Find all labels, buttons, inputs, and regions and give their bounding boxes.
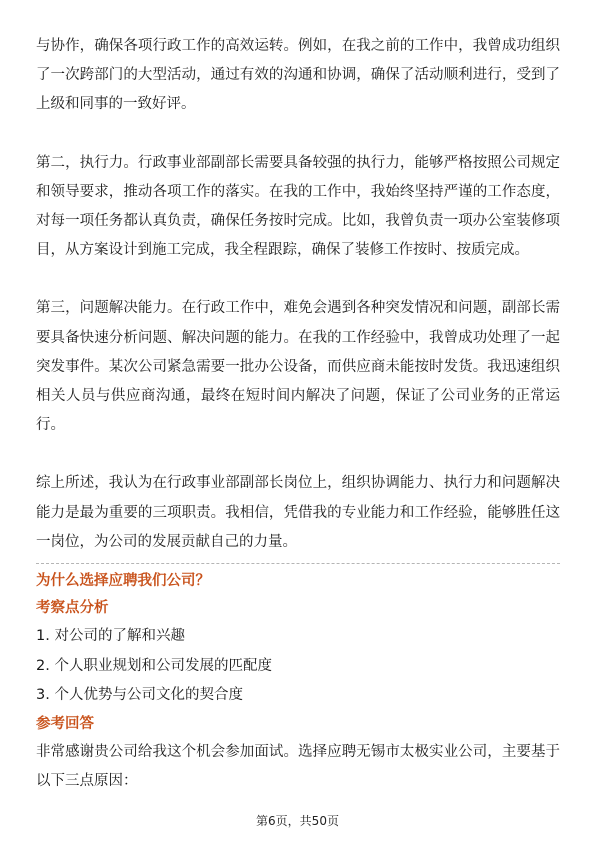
- paragraph-execution: 第二，执行力。行政事业部副部长需要具备较强的执行力，能够严格按照公司规定和领导要求，推动各项工作的落实。在我的工作中，我始终坚持严谨的工作态度，对每一项任务都认真负责，确保任务按时完成。比如，我曾负责一项办公室装修项目，从方案设计到施工完成，我全程跟踪，确保了装修工作按时、按质完成。: [36, 154, 560, 259]
- analysis-point: 2. 个人职业规划和公司发展的匹配度: [36, 657, 272, 674]
- answer-text: 非常感谢贵公司给我这个机会参加面试。选择应聘无锡市太极实业公司，主要基于以下三点原因：: [36, 743, 560, 789]
- page-content: [36, 32, 560, 796]
- paragraph-collaboration: 与协作，确保各项行政工作的高效运转。例如，在我之前的工作中，我曾成功组织了一次跨部门的大型活动，通过有效的沟通和协调，确保了活动顺利进行，受到了上级和同事的一致好评。: [36, 38, 560, 113]
- paragraph-summary: 综上所述，我认为在行政事业部副部长岗位上，组织协调能力、执行力和问题解决能力是最为重要的三项职责。我相信，凭借我的专业能力和工作经验，能够胜任这一岗位，为公司的发展贡献自己的力量。: [36, 475, 560, 550]
- analysis-point: 3. 个人优势与公司文化的契合度: [36, 687, 243, 704]
- section-divider: [36, 563, 560, 564]
- question-title: 为什么选择应聘我们公司？: [36, 573, 210, 590]
- answer-heading: 参考回答: [36, 715, 94, 732]
- analysis-heading: 考察点分析: [36, 600, 109, 617]
- paragraph-problem-solving: 第三，问题解决能力。在行政工作中，难免会遇到各种突发情况和问题，副部长需要具备快速分析问题、解决问题的能力。在我的工作经验中，我曾成功处理了一起突发事件。某次公司紧急需要一批办公设备，而供应商未能按时发货。我迅速组织相关人员与供应商沟通，最终在短时间内解决了问题，保证了公司业务的正常运行。: [36, 300, 560, 434]
- page-number: 第6页，共50页: [256, 814, 339, 828]
- analysis-point: 1. 对公司的了解和兴趣: [36, 628, 185, 645]
